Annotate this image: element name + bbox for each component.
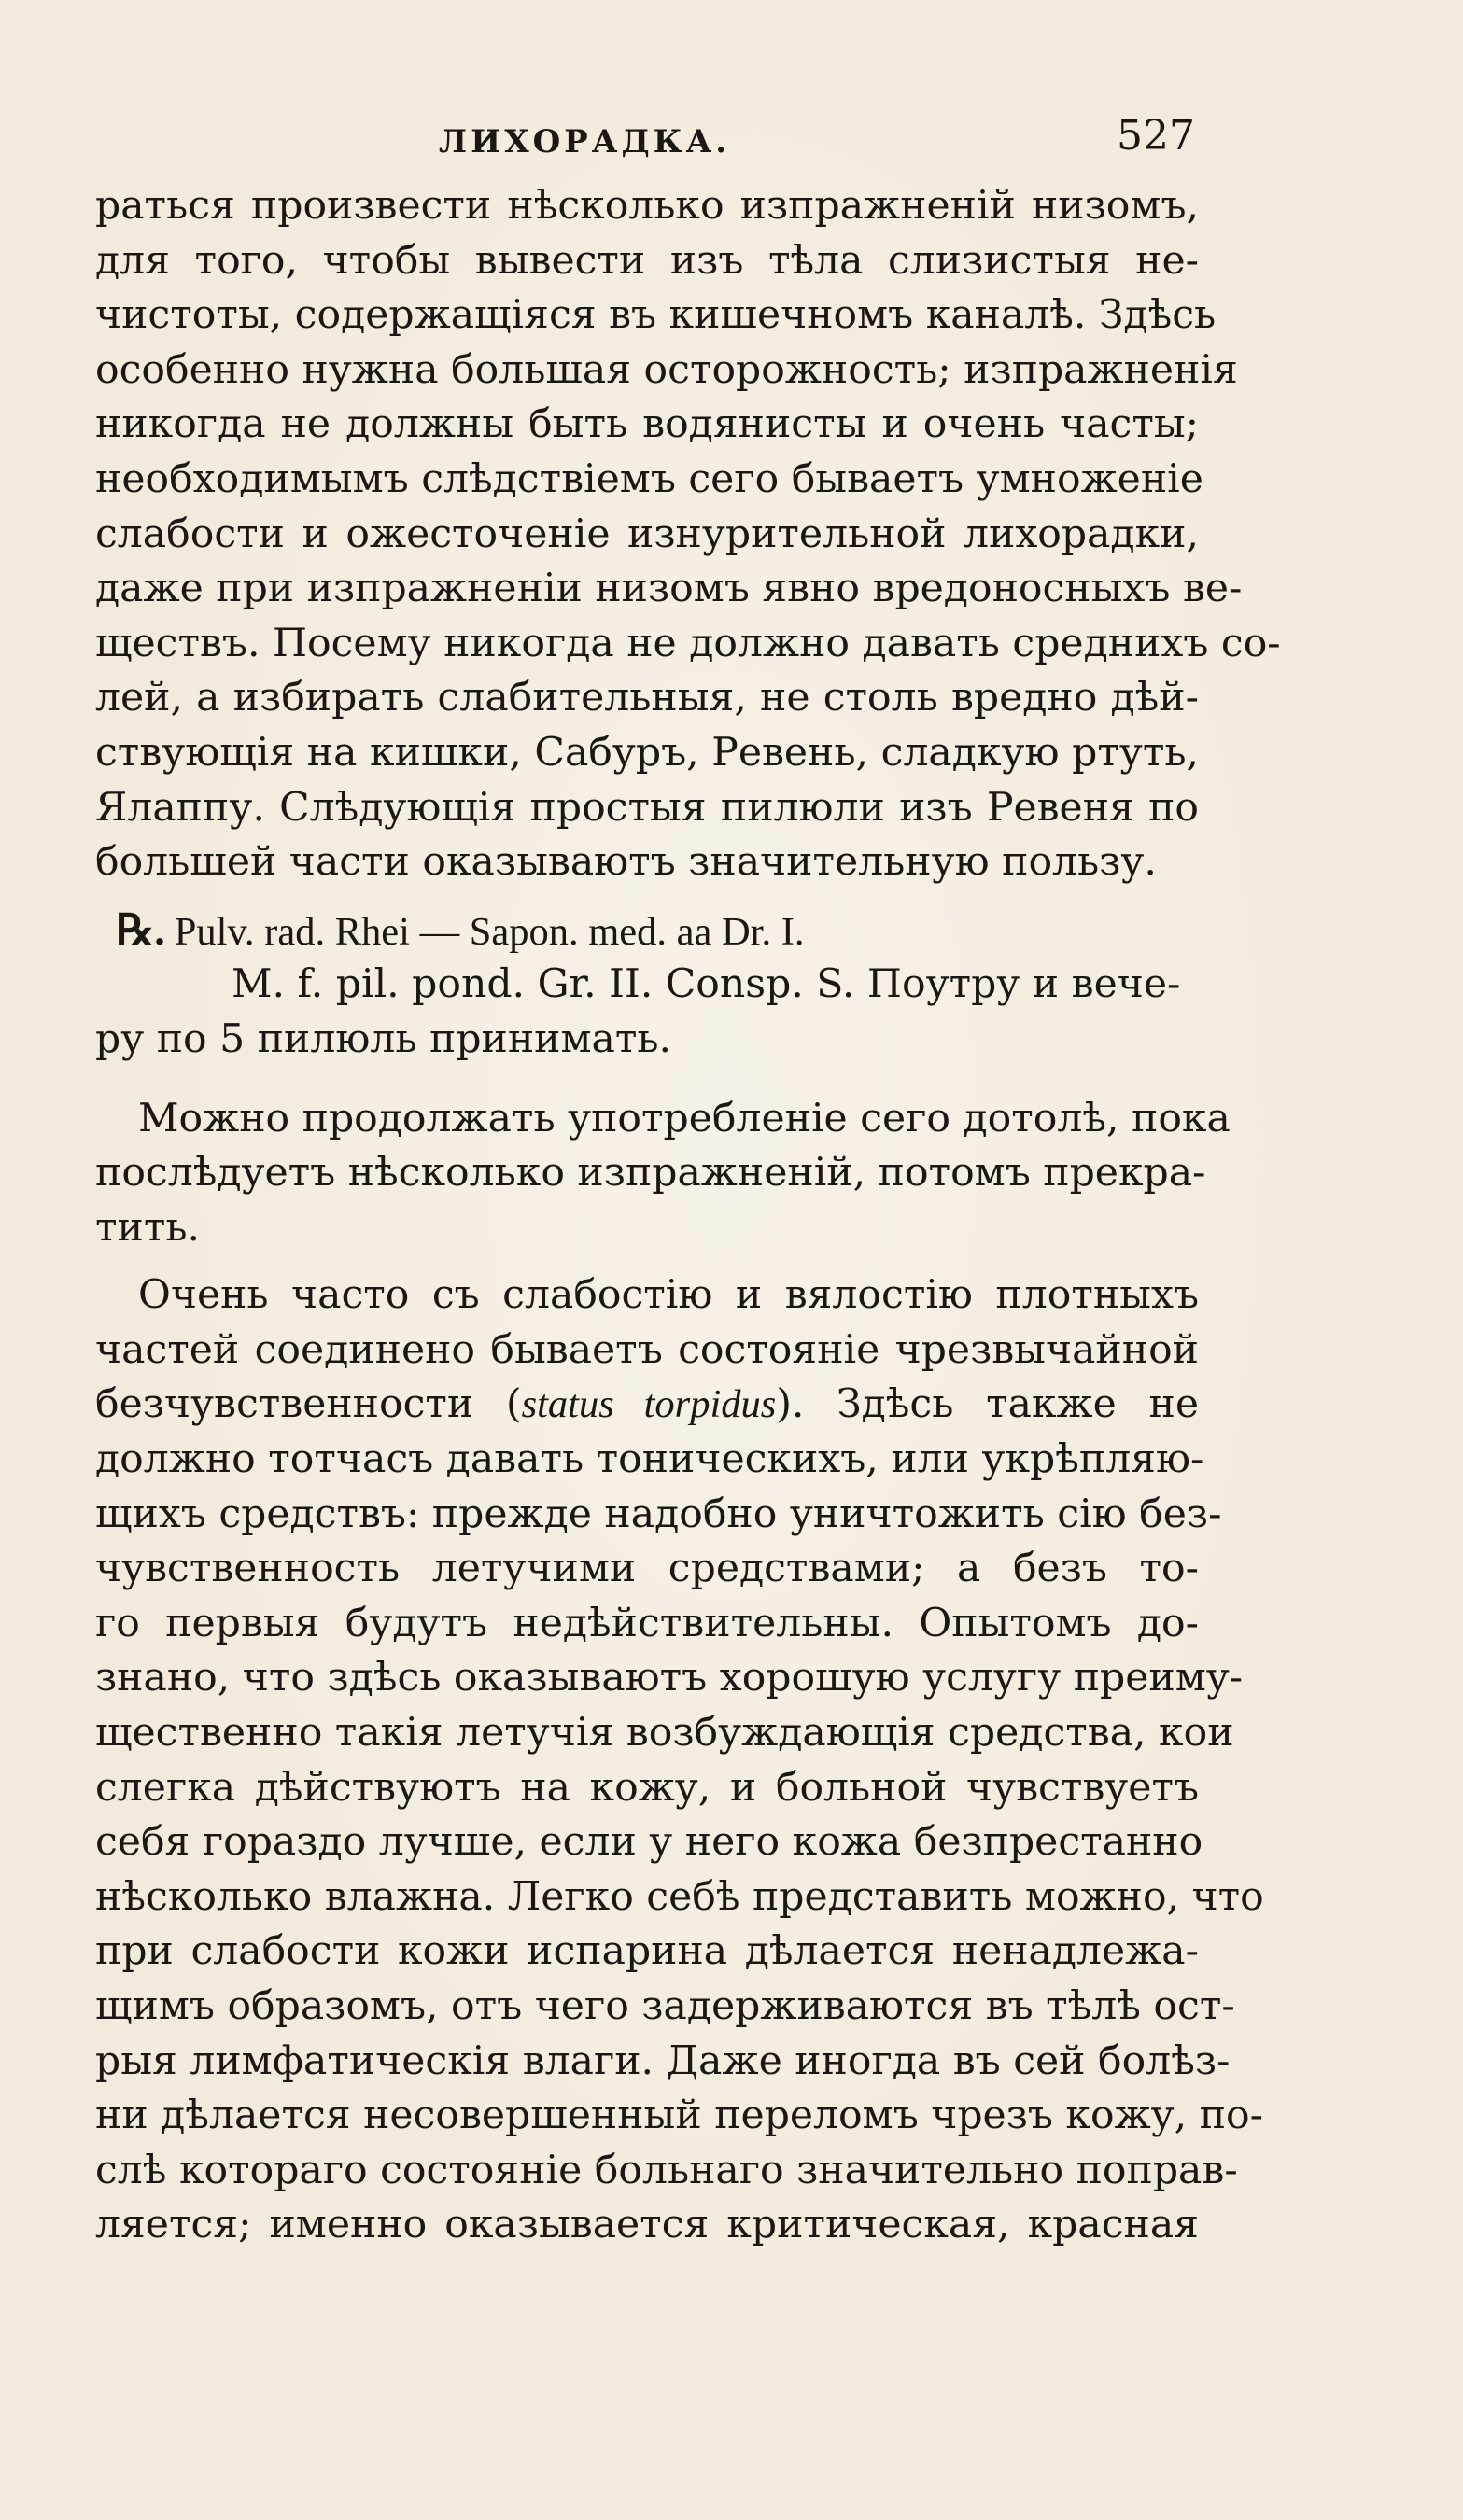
recipe-symbol: ℞. bbox=[116, 905, 165, 954]
text-line: при слабости кожи испарина дѣлается ненадлежа- bbox=[95, 1928, 1199, 1975]
text-line: частей соединено бываетъ состояніе чрезвычайной bbox=[95, 1326, 1199, 1373]
paragraph-3 bbox=[95, 1268, 1264, 2253]
text-line: ни дѣлается несовершенный переломъ чрезъ кожу, по- bbox=[95, 2093, 1263, 2139]
paragraph-1 bbox=[95, 179, 1281, 890]
page-number: 527 bbox=[1117, 112, 1195, 160]
text-line: слабости и ожесточеніе изнурительной лихорадки, bbox=[95, 511, 1199, 557]
paragraph-2 bbox=[95, 1092, 1231, 1256]
text-line: щественно такія летучія возбуждающія средства, кои bbox=[95, 1710, 1234, 1757]
prescription-text: Pulv. rad. Rhei — Sapon. med. aa Dr. I. bbox=[174, 909, 805, 954]
text-line: щихъ средствъ: прежде надобно уничтожить сію без- bbox=[95, 1491, 1222, 1537]
text-line: чистоты, содержащіяся въ кишечномъ каналѣ. Здѣсь bbox=[95, 292, 1217, 339]
prescription bbox=[95, 903, 1199, 1068]
text-line: послѣдуетъ нѣсколько изпражненій, потомъ прекра- bbox=[95, 1150, 1206, 1197]
prescription-line: ру по 5 пилюль принимать. bbox=[95, 1015, 672, 1062]
text-line: тить. bbox=[95, 1204, 200, 1251]
text-line: ствующія на кишки, Сабуръ, Ревень, сладкую ртуть, bbox=[95, 729, 1199, 776]
text-line: Ялаппу. Слѣдующія простыя пилюли изъ Ревеня по bbox=[95, 784, 1199, 831]
text-line: ществъ. Посему никогда не должно давать среднихъ со- bbox=[95, 620, 1281, 666]
text-line: ляется; именно оказывается критическая, красная bbox=[95, 2202, 1199, 2248]
text-line: нѣсколько влажна. Легко себѣ представить можно, что bbox=[95, 1873, 1264, 1920]
text-line: должно тотчасъ давать тоническихъ, или укрѣпляю- bbox=[95, 1436, 1204, 1483]
text-line: даже при изпражненіи низомъ явно вредоносныхъ ве- bbox=[95, 566, 1243, 612]
text-line: раться произвести нѣсколько изпражненій низомъ, bbox=[95, 183, 1199, 229]
running-head: ЛИХОРАДКА. bbox=[439, 123, 731, 161]
text-segment: безчувственности ( bbox=[95, 1381, 522, 1428]
text-line: Очень часто съ слабостію и вялостію плотныхъ bbox=[138, 1272, 1199, 1319]
page-header bbox=[93, 110, 1195, 175]
text-line: слегка дѣйствуютъ на кожу, и больной чувствуетъ bbox=[95, 1764, 1199, 1811]
text-line: для того, чтобы вывести изъ тѣла слизистыя не- bbox=[95, 237, 1199, 284]
text-line: никогда не должны быть водянисты и очень часты; bbox=[95, 401, 1199, 448]
text-line: необходимымъ слѣдствіемъ сего бываетъ умноженіе bbox=[95, 455, 1203, 502]
text-segment: ). Здѣсь также не bbox=[776, 1381, 1199, 1428]
text-line: чувственность летучими средствами; а безъ то- bbox=[95, 1546, 1199, 1592]
text-line: рыя лимфатическія влаги. Даже иногда въ сей болѣз- bbox=[95, 2037, 1231, 2084]
text-line: знано, что здѣсь оказываютъ хорошую услугу преиму- bbox=[95, 1655, 1244, 1701]
latin-term: status torpidus bbox=[521, 1382, 777, 1427]
text-line: Можно продолжать употребленіе сего дотолѣ, пока bbox=[138, 1095, 1231, 1141]
text-line: особенно нужна большая осторожность; изпражненія bbox=[95, 346, 1238, 393]
text-line: большей части оказываютъ значительную пользу. bbox=[95, 839, 1157, 886]
text-line: го первыя будутъ недѣйствительны. Опытомъ до- bbox=[95, 1600, 1199, 1646]
text-line: слѣ котораго состояніе больнаго значительно поправ- bbox=[95, 2147, 1238, 2193]
text-line: себя гораздо лучше, если у него кожа безпрестанно bbox=[95, 1819, 1203, 1866]
text-line-with-latin bbox=[95, 1378, 1199, 1433]
prescription-line: M. f. pil. pond. Gr. II. Consp. S. Поутру и вече- bbox=[232, 961, 1181, 1008]
page-body bbox=[95, 179, 1281, 2253]
prescription-line bbox=[95, 903, 1199, 959]
text-line: лей, а избирать слабительныя, не столь вредно дѣй- bbox=[95, 675, 1199, 721]
text-line: щимъ образомъ, отъ чего задерживаются въ тѣлѣ ост- bbox=[95, 1983, 1235, 2029]
